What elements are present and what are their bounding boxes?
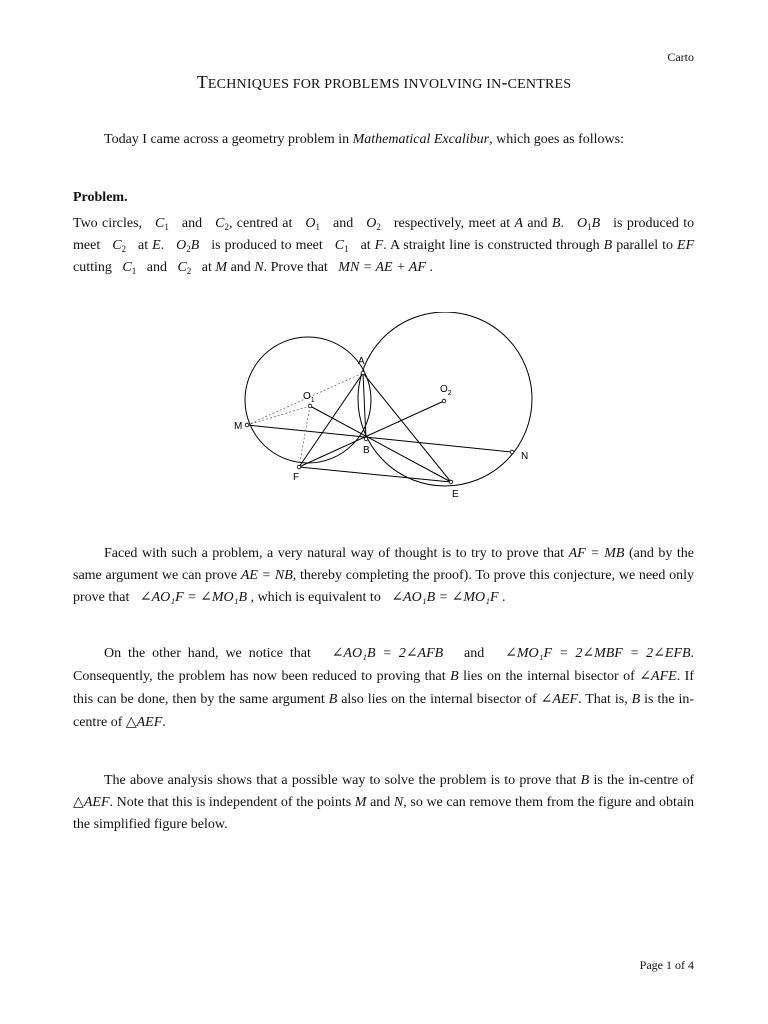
line-o2-b-f: [299, 401, 444, 467]
label-a: A: [358, 356, 365, 367]
dotted-m-o1: [247, 406, 310, 425]
title-dash: -: [501, 72, 508, 92]
dotted-o1-f: [299, 406, 310, 467]
label-e: E: [452, 489, 459, 500]
intro-paragraph: Today I came across a geometry problem in Mathematical Excalibur, which goes as follows:: [104, 132, 625, 147]
book-title: Mathematical Excalibur: [352, 132, 490, 147]
label-b: B: [363, 445, 370, 456]
label-f: F: [293, 472, 300, 483]
paragraph-analysis-1: Faced with such a problem, a very natural way of thought is to try to prove that AF = MB (and by the same argument we can prove AE = NB, thereby completing the proof). To prove this conjecture, we need only prove that ∠AO₁F = ∠MO₁B , which is equivalent to ∠AO₁B = ∠MO₁F .: [73, 546, 695, 605]
line-mn: [247, 425, 512, 452]
paragraph-analysis-3: The above analysis shows that a possible way to solve the problem is to prove that B is the in-centre of △AEF. Note that this is independent of the points M and N, so we can remove them from the figure and obtain the simplified figure below.: [73, 773, 695, 832]
paragraph-analysis-2: On the other hand, we notice that ∠AO₁B = 2∠AFB and ∠MO₁F = 2∠MBF = 2∠EFB. Consequently, the problem has now been reduced to proving that B lies on the internal bisector of ∠AFE. If this can be done, then by the same argument B also lies on the internal bisector of ∠AEF. That is, B is the in-centre of △AEF.: [73, 646, 695, 730]
label-n: N: [521, 451, 529, 462]
segment-ae: [363, 373, 451, 482]
title-initial: T: [196, 72, 208, 92]
title-part-1: ECHNIQUES FOR PROBLEMS INVOLVING IN: [207, 77, 502, 92]
title-part-2: CENTRES: [507, 77, 572, 92]
author-name: Carto: [667, 50, 694, 64]
problem-equation: MN = AE + AF: [338, 260, 426, 275]
label-m: M: [234, 421, 243, 432]
problem-heading: Problem.: [73, 190, 128, 205]
geometry-figure: [220, 312, 550, 507]
label-o2: $O_2$: [440, 384, 452, 397]
problem-statement: Two circles, $C_1$ and $C_2$, centred at $O_1$ and $O_2$ respectively, meet at A and B. $O_1B$ is produced to meet $C_2$ at E. $O_2B$ is produced to meet $C_1$ at F. A straight line is constructed through B parallel to EF cutting $C_1$ and $C_2$ at M and N. Prove that MN = AE + AF .: [73, 216, 695, 276]
label-o1: $O_1$: [303, 391, 315, 404]
document-title: [0, 72, 768, 93]
page-number: Page 1 of 4: [639, 958, 694, 972]
